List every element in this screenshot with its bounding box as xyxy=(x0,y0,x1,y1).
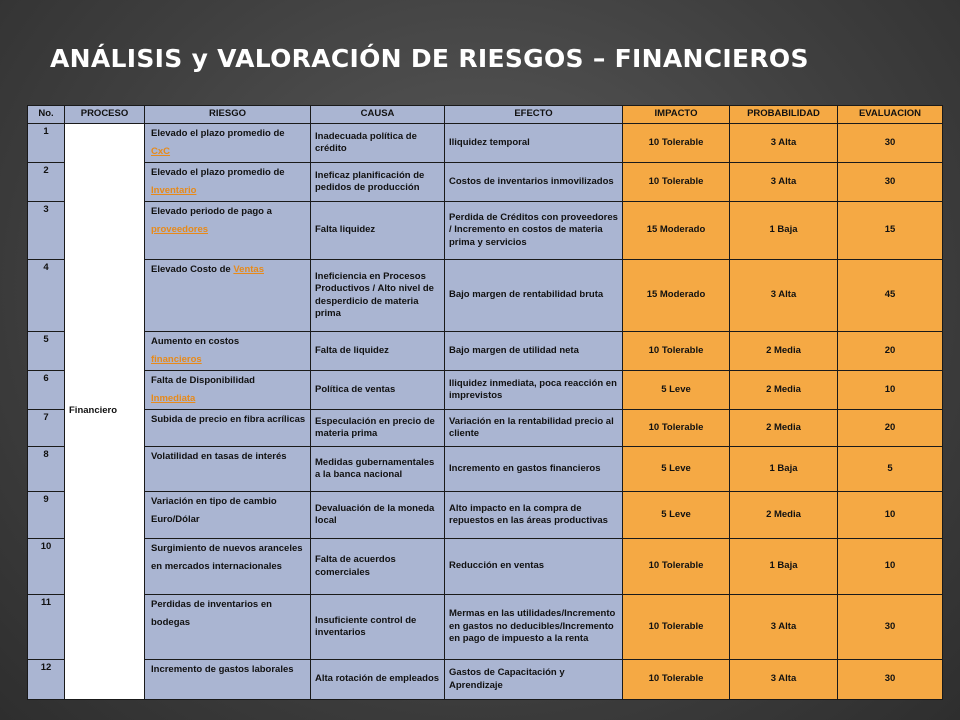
cell-impacto: 5 Leve xyxy=(623,447,730,492)
cell-probabilidad: 2 Media xyxy=(730,492,838,539)
riesgo-link[interactable]: CxC xyxy=(151,146,171,157)
cell-causa: Medidas gubernamentales a la banca nacional xyxy=(311,447,445,492)
cell-riesgo xyxy=(145,163,311,202)
cell-no: 4 xyxy=(28,260,65,332)
riesgo-text: Aumento en costos xyxy=(151,336,240,347)
cell-evaluacion: 45 xyxy=(838,260,943,332)
table-row xyxy=(28,539,943,595)
riesgo-text: Elevado periodo de pago a xyxy=(151,206,272,217)
cell-impacto: 10 Tolerable xyxy=(623,332,730,371)
header-impacto: IMPACTO xyxy=(623,106,730,124)
cell-no: 3 xyxy=(28,202,65,260)
cell-probabilidad: 3 Alta xyxy=(730,260,838,332)
cell-efecto: Iliquidez inmediata, poca reacción en imprevistos xyxy=(445,371,623,410)
cell-riesgo xyxy=(145,371,311,410)
cell-no: 9 xyxy=(28,492,65,539)
cell-evaluacion: 30 xyxy=(838,595,943,660)
cell-no: 1 xyxy=(28,124,65,163)
table-row xyxy=(28,660,943,700)
risk-table-container xyxy=(27,105,943,700)
cell-impacto: 10 Tolerable xyxy=(623,410,730,447)
riesgo-text: Perdidas de inventarios en bodegas xyxy=(151,599,272,628)
cell-probabilidad: 2 Media xyxy=(730,371,838,410)
riesgo-link[interactable]: Inmediata xyxy=(151,393,196,404)
table-row xyxy=(28,447,943,492)
cell-causa: Falta liquidez xyxy=(311,202,445,260)
cell-evaluacion: 20 xyxy=(838,332,943,371)
cell-probabilidad: 1 Baja xyxy=(730,447,838,492)
cell-no: 12 xyxy=(28,660,65,700)
cell-causa: Ineficiencia en Procesos Productivos / Alto nivel de desperdicio de materia prima xyxy=(311,260,445,332)
cell-causa: Devaluación de la moneda local xyxy=(311,492,445,539)
riesgo-text: Elevado Costo de xyxy=(151,264,231,275)
riesgo-link[interactable]: proveedores xyxy=(151,224,209,235)
cell-causa: Inadecuada política de crédito xyxy=(311,124,445,163)
cell-proceso: Financiero xyxy=(65,124,145,700)
riesgo-text: Incremento de gastos laborales xyxy=(151,664,294,675)
cell-causa: Alta rotación de empleados xyxy=(311,660,445,700)
cell-no: 11 xyxy=(28,595,65,660)
cell-riesgo xyxy=(145,660,311,700)
riesgo-link[interactable]: Ventas xyxy=(233,264,264,275)
table-row xyxy=(28,260,943,332)
table-row xyxy=(28,332,943,371)
cell-probabilidad: 2 Media xyxy=(730,332,838,371)
cell-impacto: 10 Tolerable xyxy=(623,163,730,202)
cell-impacto: 15 Moderado xyxy=(623,260,730,332)
cell-evaluacion: 5 xyxy=(838,447,943,492)
cell-efecto: Costos de inventarios inmovilizados xyxy=(445,163,623,202)
riesgo-text: Volatilidad en tasas de interés xyxy=(151,451,287,462)
cell-probabilidad: 3 Alta xyxy=(730,124,838,163)
cell-impacto: 10 Tolerable xyxy=(623,660,730,700)
cell-efecto: Gastos de Capacitación y Aprendizaje xyxy=(445,660,623,700)
cell-riesgo xyxy=(145,332,311,371)
cell-probabilidad: 3 Alta xyxy=(730,163,838,202)
cell-no: 10 xyxy=(28,539,65,595)
cell-riesgo xyxy=(145,595,311,660)
cell-efecto: Bajo margen de utilidad neta xyxy=(445,332,623,371)
riesgo-text: Elevado el plazo promedio de xyxy=(151,167,285,178)
cell-probabilidad: 1 Baja xyxy=(730,202,838,260)
header-efecto: EFECTO xyxy=(445,106,623,124)
risk-table xyxy=(27,105,943,700)
cell-evaluacion: 30 xyxy=(838,163,943,202)
cell-causa: Ineficaz planificación de pedidos de producción xyxy=(311,163,445,202)
table-row xyxy=(28,595,943,660)
riesgo-text: Surgimiento de nuevos aranceles en mercados internacionales xyxy=(151,543,303,572)
table-row xyxy=(28,202,943,260)
cell-probabilidad: 3 Alta xyxy=(730,595,838,660)
cell-riesgo xyxy=(145,410,311,447)
cell-no: 2 xyxy=(28,163,65,202)
cell-efecto: Perdida de Créditos con proveedores / Incremento en costos de materia prima y servicios xyxy=(445,202,623,260)
table-row xyxy=(28,124,943,163)
cell-efecto: Alto impacto en la compra de repuestos en las áreas productivas xyxy=(445,492,623,539)
riesgo-text: Variación en tipo de cambio Euro/Dólar xyxy=(151,496,277,525)
header-probabilidad: PROBABILIDAD xyxy=(730,106,838,124)
cell-no: 8 xyxy=(28,447,65,492)
cell-impacto: 10 Tolerable xyxy=(623,124,730,163)
table-row xyxy=(28,163,943,202)
cell-riesgo xyxy=(145,202,311,260)
cell-no: 6 xyxy=(28,371,65,410)
cell-causa: Especulación en precio de materia prima xyxy=(311,410,445,447)
table-row xyxy=(28,371,943,410)
cell-impacto: 10 Tolerable xyxy=(623,539,730,595)
cell-efecto: Mermas en las utilidades/Incremento en gastos no deducibles/Incremento en pago de impuesto a la renta xyxy=(445,595,623,660)
cell-efecto: Iliquidez temporal xyxy=(445,124,623,163)
cell-probabilidad: 2 Media xyxy=(730,410,838,447)
cell-riesgo xyxy=(145,124,311,163)
table-row xyxy=(28,492,943,539)
cell-riesgo xyxy=(145,492,311,539)
riesgo-text: Falta de Disponibilidad xyxy=(151,375,255,386)
riesgo-text: Subida de precio en fibra acrílicas xyxy=(151,414,306,425)
cell-evaluacion: 30 xyxy=(838,660,943,700)
cell-efecto: Incremento en gastos financieros xyxy=(445,447,623,492)
riesgo-link[interactable]: Inventario xyxy=(151,185,197,196)
cell-efecto: Reducción en ventas xyxy=(445,539,623,595)
riesgo-link[interactable]: financieros xyxy=(151,354,202,365)
cell-impacto: 15 Moderado xyxy=(623,202,730,260)
header-row xyxy=(28,106,943,124)
header-riesgo: RIESGO xyxy=(145,106,311,124)
cell-probabilidad: 3 Alta xyxy=(730,660,838,700)
cell-riesgo xyxy=(145,539,311,595)
cell-impacto: 5 Leve xyxy=(623,371,730,410)
cell-efecto: Bajo margen de rentabilidad bruta xyxy=(445,260,623,332)
cell-evaluacion: 15 xyxy=(838,202,943,260)
table-row xyxy=(28,410,943,447)
cell-causa: Política de ventas xyxy=(311,371,445,410)
cell-impacto: 10 Tolerable xyxy=(623,595,730,660)
cell-evaluacion: 30 xyxy=(838,124,943,163)
cell-no: 5 xyxy=(28,332,65,371)
slide-title: ANÁLISIS y VALORACIÓN DE RIESGOS – FINANCIEROS xyxy=(50,44,809,73)
cell-no: 7 xyxy=(28,410,65,447)
cell-probabilidad: 1 Baja xyxy=(730,539,838,595)
cell-impacto: 5 Leve xyxy=(623,492,730,539)
cell-efecto: Variación en la rentabilidad precio al cliente xyxy=(445,410,623,447)
cell-evaluacion: 20 xyxy=(838,410,943,447)
cell-evaluacion: 10 xyxy=(838,539,943,595)
cell-causa: Insuficiente control de inventarios xyxy=(311,595,445,660)
cell-riesgo xyxy=(145,260,311,332)
cell-riesgo xyxy=(145,447,311,492)
cell-evaluacion: 10 xyxy=(838,371,943,410)
header-no: No. xyxy=(28,106,65,124)
cell-causa: Falta de liquidez xyxy=(311,332,445,371)
riesgo-text: Elevado el plazo promedio de xyxy=(151,128,285,139)
cell-causa: Falta de acuerdos comerciales xyxy=(311,539,445,595)
header-proceso: PROCESO xyxy=(65,106,145,124)
header-causa: CAUSA xyxy=(311,106,445,124)
header-evaluacion: EVALUACION xyxy=(838,106,943,124)
cell-evaluacion: 10 xyxy=(838,492,943,539)
